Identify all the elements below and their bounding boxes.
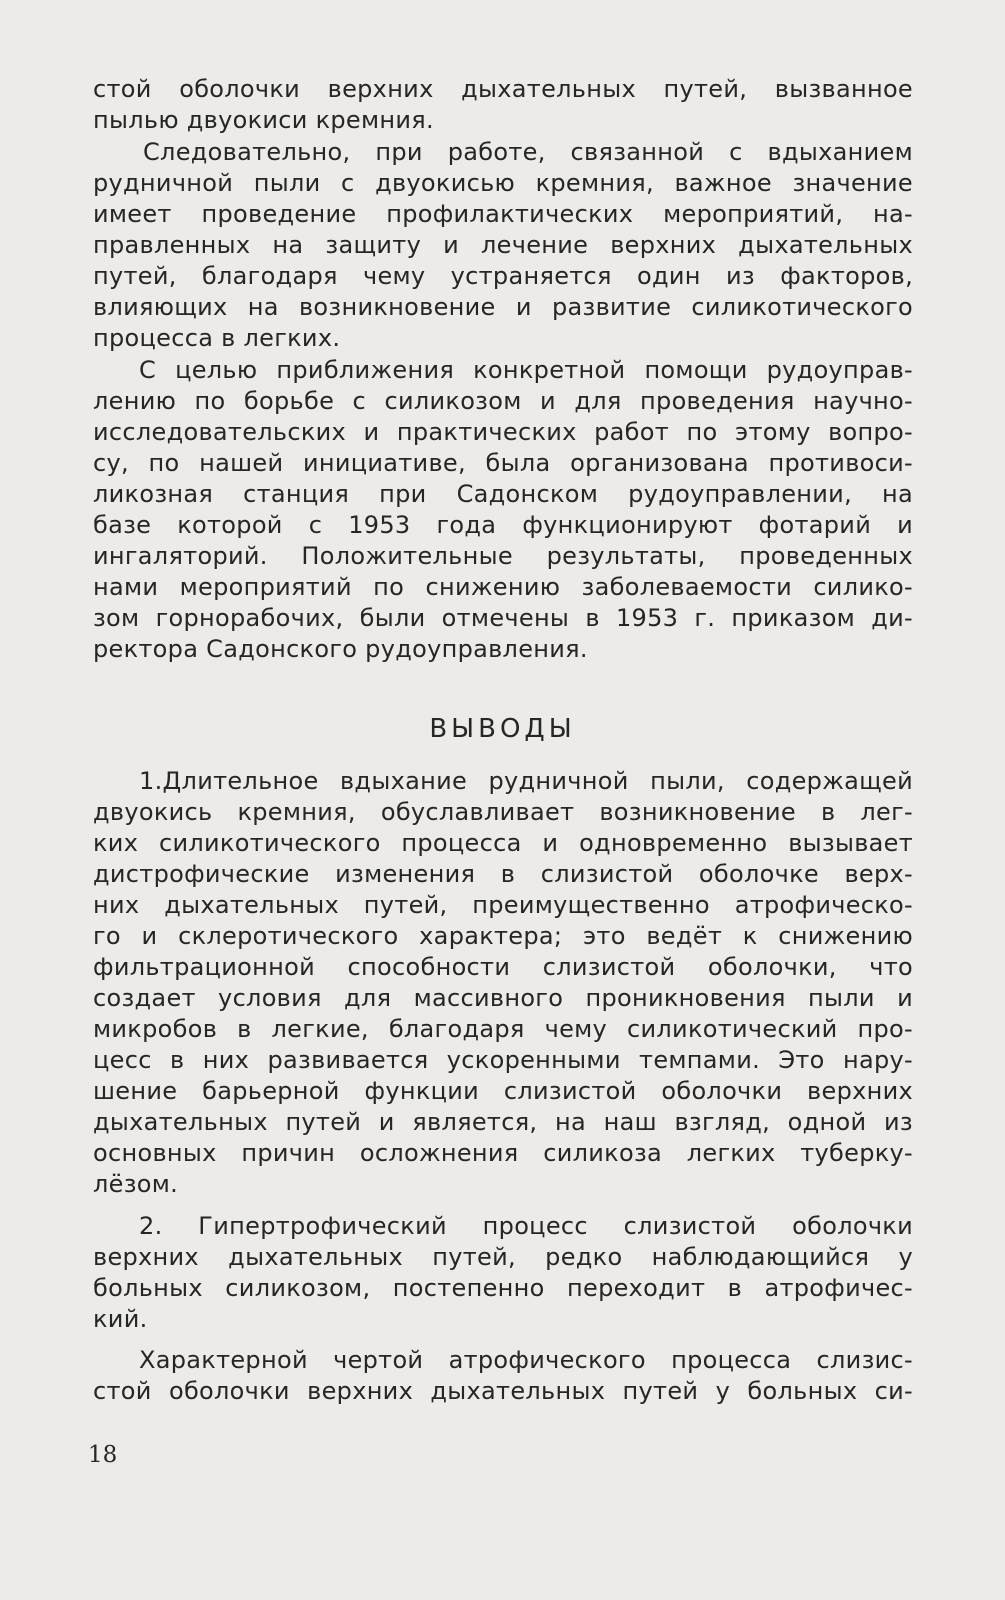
- text-line: дистрофические изменения в слизистой оболочке верх-: [93, 860, 913, 888]
- text-line: ингаляторий. Положительные результаты, проведенных: [93, 542, 913, 570]
- text-line: больных силикозом, постепенно переходит в атрофичес-: [93, 1274, 913, 1302]
- paragraph-continuation: [93, 74, 913, 136]
- section-heading: ВЫВОДЫ: [429, 714, 576, 744]
- text-line: рудничной пыли с двуокисью кремния, важное значение: [93, 169, 913, 197]
- text-line: С целью приближения конкретной помощи рудоуправ-: [139, 356, 913, 384]
- text-line: су, по нашей инициативе, была организована противоси-: [93, 449, 913, 477]
- conclusion-2: [93, 1211, 913, 1335]
- text-line: Характерной чертой атрофического процесса слизис-: [139, 1346, 913, 1374]
- conclusion-1: [93, 766, 913, 1200]
- text-line: создает условия для массивного проникновения пыли и: [93, 984, 913, 1012]
- paragraph-station: [93, 355, 913, 665]
- text-line: двуокись кремния, обуславливает возникновение в лег-: [93, 798, 913, 826]
- text-line: верхних дыхательных путей, редко наблюдающийся у: [93, 1243, 913, 1271]
- text-line: дыхательных путей и является, на наш взгляд, одной из: [93, 1108, 913, 1136]
- text-line: кий.: [93, 1305, 148, 1333]
- text-line: 1.Длительное вдыхание рудничной пыли, содержащей: [139, 767, 913, 795]
- text-line: пылью двуокиси кремния.: [93, 106, 434, 134]
- text-line: путей, благодаря чему устраняется один из факторов,: [93, 262, 913, 290]
- page-number: 18: [88, 1442, 118, 1468]
- text-line: процесса в легких.: [93, 324, 341, 352]
- text-line: имеет проведение профилактических мероприятий, на-: [93, 200, 913, 228]
- text-line: фильтрационной способности слизистой оболочки, что: [93, 953, 913, 981]
- text-line: го и склеротического характера; это ведёт к снижению: [93, 922, 913, 950]
- text-line: них дыхательных путей, преимущественно атрофическо-: [93, 891, 913, 919]
- text-line: нами мероприятий по снижению заболеваемости силико-: [93, 573, 913, 601]
- text-line: исследовательских и практических работ по этому вопро-: [93, 418, 913, 446]
- text-line: стой оболочки верхних дыхательных путей у больных си-: [93, 1377, 913, 1405]
- text-line: микробов в легкие, благодаря чему силикотический про-: [93, 1015, 913, 1043]
- text-line: 2. Гипертрофический процесс слизистой оболочки: [139, 1212, 913, 1240]
- text-line: Следовательно, при работе, связанной с вдыханием: [143, 138, 913, 166]
- text-line: лёзом.: [93, 1170, 179, 1198]
- text-line: зом горнорабочих, были отмечены в 1953 г. приказом ди-: [93, 604, 913, 632]
- text-line: правленных на защиту и лечение верхних дыхательных: [93, 231, 913, 259]
- text-line: шение барьерной функции слизистой оболочки верхних: [93, 1077, 913, 1105]
- text-line: ликозная станция при Садонском рудоуправлении, на: [93, 480, 913, 508]
- text-line: основных причин осложнения силикоза легких туберку-: [93, 1139, 913, 1167]
- text-line: базе которой с 1953 года функционируют фотарий и: [93, 511, 913, 539]
- paragraph-atrophic: [93, 1345, 913, 1407]
- text-line: лению по борьбе с силикозом и для проведения научно-: [93, 387, 913, 415]
- text-line: влияющих на возникновение и развитие силикотического: [93, 293, 913, 321]
- paragraph-prevention: [93, 137, 913, 354]
- text-line: стой оболочки верхних дыхательных путей, вызванное: [93, 75, 913, 103]
- text-line: ректора Садонского рудоуправления.: [93, 635, 588, 663]
- text-line: ких силикотического процесса и одновременно вызывает: [93, 829, 913, 857]
- text-line: цесс в них развивается ускоренными темпами. Это нару-: [93, 1046, 913, 1074]
